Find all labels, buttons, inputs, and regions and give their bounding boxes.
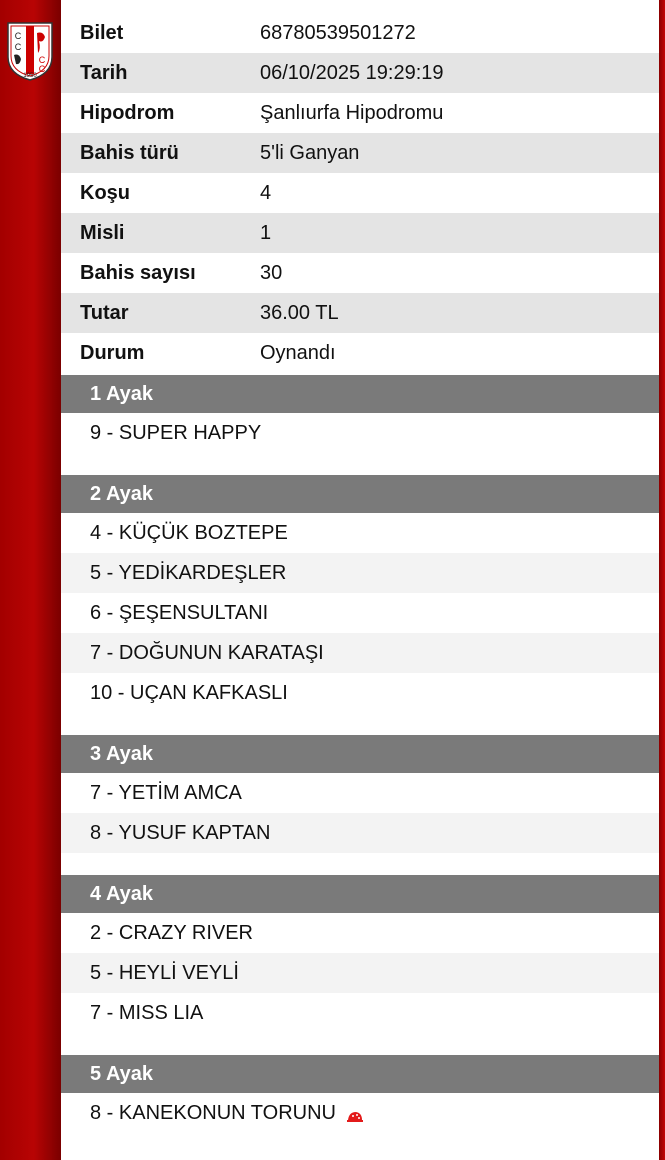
- ticket-row: [61, 133, 659, 173]
- horse-name: 6 - ŞEŞENSULTANI: [90, 601, 269, 624]
- ticket-label: Bahis sayısı: [80, 261, 196, 284]
- horse-name: 9 - SUPER HAPPY: [90, 421, 262, 444]
- ticket-label: Misli: [80, 221, 125, 244]
- horse-selection-row: [61, 633, 659, 673]
- club-crest-icon: [5, 19, 55, 81]
- ticket-label: Bahis türü: [80, 141, 179, 164]
- horse-name: 8 - YUSUF KAPTAN: [90, 821, 271, 844]
- svg-text:C: C: [38, 64, 46, 74]
- ticket-label: Hipodrom: [80, 101, 175, 124]
- ticket-label: Koşu: [80, 181, 130, 204]
- ticket-label: Tutar: [80, 301, 129, 324]
- horse-name: 5 - YEDİKARDEŞLER: [90, 561, 287, 584]
- svg-text:C: C: [14, 42, 22, 52]
- svg-text:C: C: [14, 31, 22, 41]
- horse-name: 10 - UÇAN KAFKASLI: [90, 681, 288, 704]
- ticket-label: Durum: [80, 341, 145, 364]
- horse-selection-row: [61, 813, 659, 853]
- horse-name: 5 - HEYLİ VEYLİ: [90, 961, 239, 984]
- horse-name: 7 - YETİM AMCA: [90, 781, 242, 804]
- ticket-row: [61, 173, 659, 213]
- ticket-value: 30: [260, 261, 283, 284]
- leg-header: 3 Ayak: [61, 735, 659, 773]
- ticket-value: 68780539501272: [260, 21, 416, 44]
- left-brand-bar: [0, 0, 61, 1160]
- horse-name: 4 - KÜÇÜK BOZTEPE: [90, 521, 288, 544]
- ticket-row: [61, 333, 659, 373]
- horse-selection-row: [61, 773, 659, 813]
- leg-header: 1 Ayak: [61, 375, 659, 413]
- ticket-label: Tarih: [80, 61, 128, 84]
- leg-header: 5 Ayak: [61, 1055, 659, 1093]
- ticket-row: [61, 213, 659, 253]
- horse-selection-row: [61, 913, 659, 953]
- ticket-label: Bilet: [80, 21, 124, 44]
- ticket-value: Oynandı: [260, 341, 336, 364]
- ticket-row: [61, 13, 659, 53]
- ticket-value: 06/10/2025 19:29:19: [260, 61, 444, 84]
- horse-selection-row: [61, 1093, 659, 1133]
- svg-text:C: C: [38, 55, 46, 65]
- ticket-value: 1: [260, 221, 272, 244]
- horse-selection-row: [61, 953, 659, 993]
- ticket-value: 4: [260, 181, 272, 204]
- horse-selection-row: [61, 593, 659, 633]
- horse-name: 7 - MISS LIA: [90, 1001, 204, 1024]
- leg-header: 2 Ayak: [61, 475, 659, 513]
- ticket-value: 5'li Ganyan: [260, 141, 360, 164]
- horse-name: 7 - DOĞUNUN KARATAŞI: [90, 641, 324, 664]
- horse-selection-row: [61, 673, 659, 713]
- ticket-row: [61, 293, 659, 333]
- jockey-cap-icon: [346, 1106, 364, 1120]
- ticket-detail-panel: [61, 0, 659, 1160]
- horse-selection-row: [61, 993, 659, 1033]
- horse-selection-row: [61, 513, 659, 553]
- right-brand-bar: [659, 0, 665, 1160]
- ticket-row: [61, 253, 659, 293]
- leg-header: 4 Ayak: [61, 875, 659, 913]
- ticket-row: [61, 93, 659, 133]
- ticket-value: Şanlıurfa Hipodromu: [260, 101, 444, 124]
- horse-selection-row: [61, 553, 659, 593]
- ticket-value: 36.00 TL: [260, 301, 339, 324]
- horse-name: 2 - CRAZY RIVER: [90, 921, 253, 944]
- svg-text:1950: 1950: [23, 73, 37, 79]
- ticket-row: [61, 53, 659, 93]
- horse-selection-row: [61, 413, 659, 453]
- horse-name: 8 - KANEKONUN TORUNU: [90, 1101, 336, 1124]
